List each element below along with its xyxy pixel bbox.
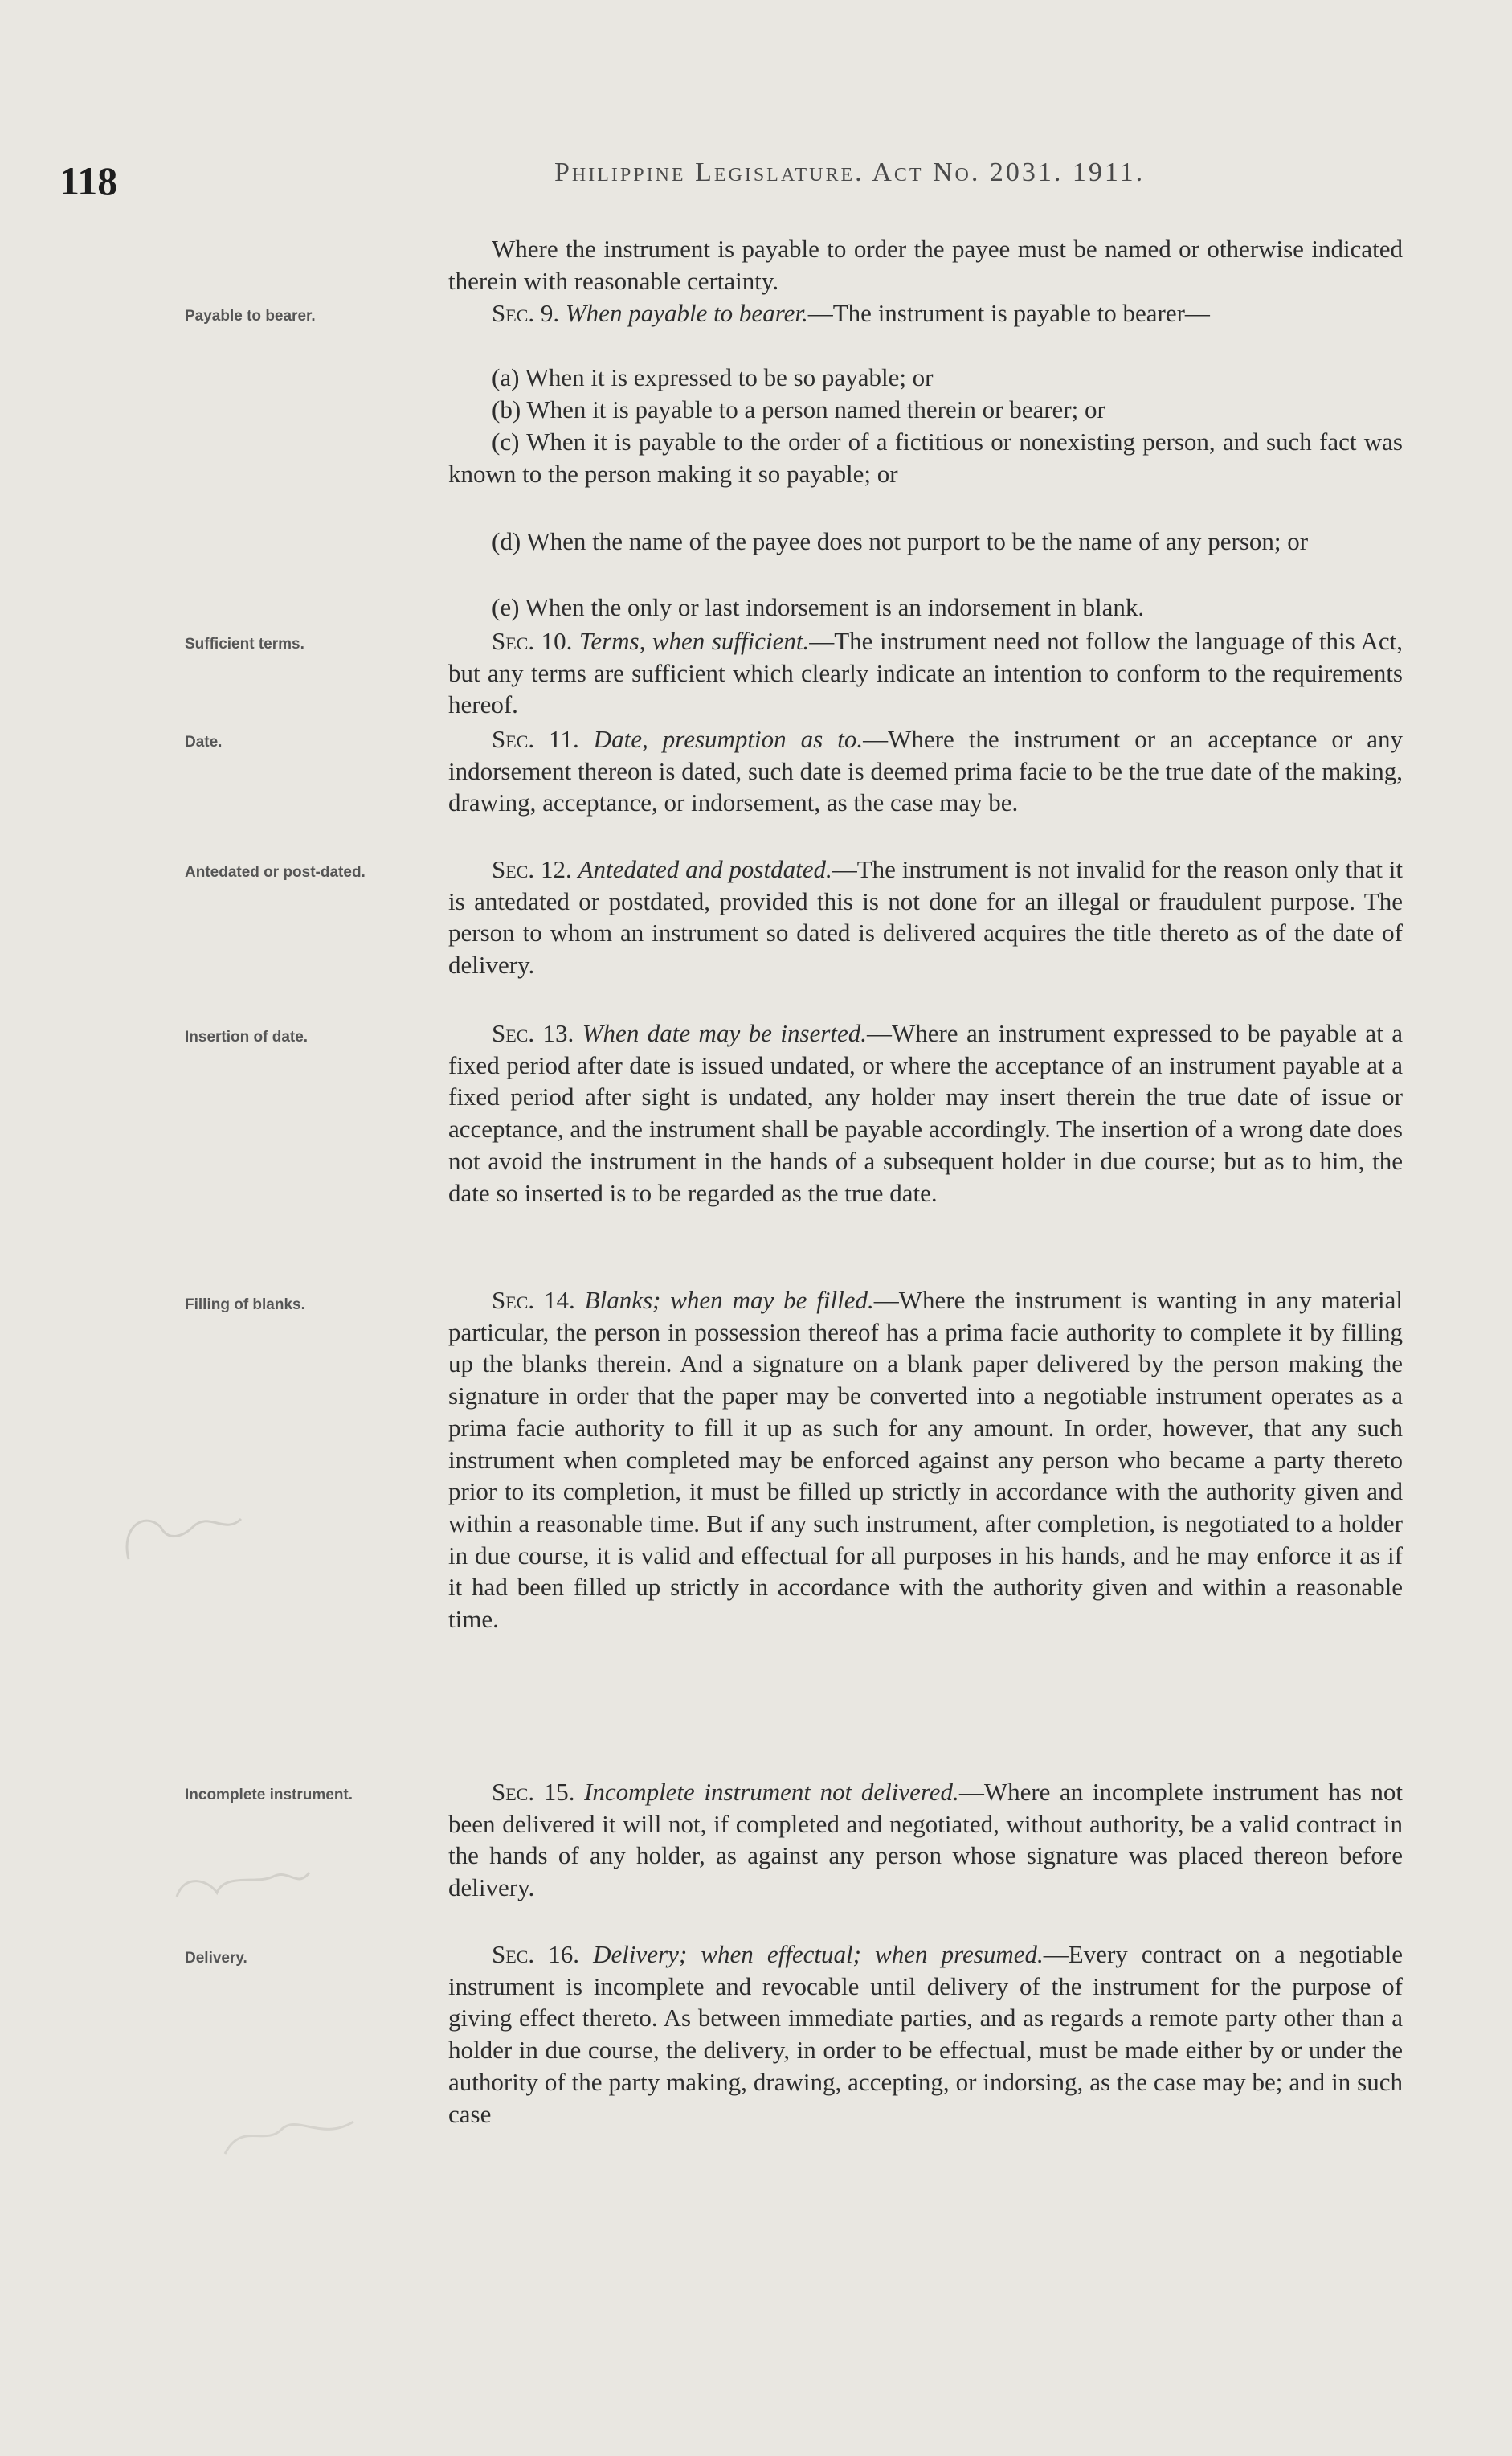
marginal-note-incomplete-instrument: Incomplete instrument. (185, 1787, 353, 1803)
marginal-note-sufficient-terms: Sufficient terms. (185, 636, 304, 653)
pencil-mark (209, 2098, 370, 2170)
paragraph-sec15: Sec. 15. Incomplete instrument not delivered.—Where an incomplete instrument has not been delivered it will not, if completed and negotiated, without authority, be a valid contract in the hands of any holder, as against any person whose signature was placed thereon before delivery. (448, 1778, 1404, 1902)
page-number: 118 (59, 158, 118, 203)
paragraph-sec9: Sec. 9. When payable to bearer.—The instrument is payable to bearer— (492, 299, 1210, 327)
marginal-note-antedated: Antedated or post-dated. (185, 864, 366, 881)
paragraph-sec11: Sec. 11. Date, presumption as to.—Where the instrument or an acceptance or any indorsement thereon is dated, such date is deemed prima facie to be the true date of the making, drawing, acceptance, or indorsement, as the case may be. (448, 725, 1403, 817)
marginal-note-filling-of-blanks: Filling of blanks. (185, 1296, 305, 1313)
paragraph-sec13: Sec. 13. When date may be inserted.—Where an instrument expressed to be payable at a fixed period after date is issued undated, or where the acceptance of an instrument payable at a fixed period after sight is undated, any holder may insert therein the true date of issue or acceptance, and the instrument shall be payable accordingly. The insertion of a wrong date does not avoid the instrument in the hands of a subsequent holder in due course; but as to him, the date so inserted is to be regarded as the true date. (448, 1019, 1403, 1207)
marginal-note-payable-to-bearer: Payable to bearer. (185, 308, 316, 325)
paragraph-sec9-c: (c) When it is payable to the order of a fictitious or nonexisting person, and such fact was known to the person making it so payable; or (448, 428, 1403, 488)
pencil-mark (161, 1848, 321, 1921)
paragraph-sec9-e: (e) When the only or last indorsement is an indorsement in blank. (492, 593, 1145, 621)
paragraph-sec9-b: (b) When it is payable to a person named therein or bearer; or (492, 395, 1105, 424)
paragraph-sec9-d: (d) When the name of the payee does not purport to be the name of any person; or (492, 527, 1309, 555)
running-head: Philippine Legislature. Act No. 2031. 1911. (554, 158, 1146, 187)
paragraph-sec14: Sec. 14. Blanks; when may be filled.—Where the instrument is wanting in any material particular, the person in possession thereof has a prima facie authority to complete it by filling up the blanks therein. And a signature on a blank paper delivered by the person making the signature in order that the paper may be converted into a negotiable instrument operates as a prima facie authority to fill it up as such for any amount. In order, however, that any such instrument when completed may be enforced against any person who became a party thereto prior to its completion, it must be filled up strictly in accordance with the authority given and within a reasonable time. But if any such instrument, after completion, is negotiated to a holder in due course, it is valid and effectual for all purposes in his hands, and he may enforce it as if it had been filled up strictly in accordance with the authority given and within a reasonable time. (448, 1286, 1404, 1634)
paragraph-sec10: Sec. 10. Terms, when sufficient.—The instrument need not follow the language of this Act, but any terms are sufficient which clearly indicate an intention to conform to the requirements hereof. (448, 627, 1403, 719)
paragraph-intro: Where the instrument is payable to order the payee must be named or otherwise indicated therein with reasonable certainty. (448, 235, 1403, 295)
marginal-note-delivery: Delivery. (185, 1950, 247, 1967)
paragraph-sec9-a: (a) When it is expressed to be so payable; or (492, 363, 934, 391)
paragraph-sec12: Sec. 12. Antedated and postdated.—The instrument is not invalid for the reason only that it is antedated or postdated, provided this is not done for an illegal or fraudulent purpose. The person to whom an instrument so dated is delivered acquires the title thereto as of the date of delivery. (448, 855, 1404, 980)
paragraph-sec16: Sec. 16. Delivery; when effectual; when presumed.—Every contract on a negotiable instrument is incomplete and revocable until delivery of the instrument for the purpose of giving effect thereto. As between immediate parties, and as regards a remote party other than a holder in due course, the delivery, in order to be effectual, must be made either by or under the authority of the party making, drawing, accepting, or indorsing, as the case may be; and in such case (448, 1940, 1403, 2128)
marginal-note-insertion-of-date: Insertion of date. (185, 1029, 309, 1046)
pencil-mark (112, 1495, 273, 1583)
marginal-note-date: Date. (185, 734, 223, 751)
